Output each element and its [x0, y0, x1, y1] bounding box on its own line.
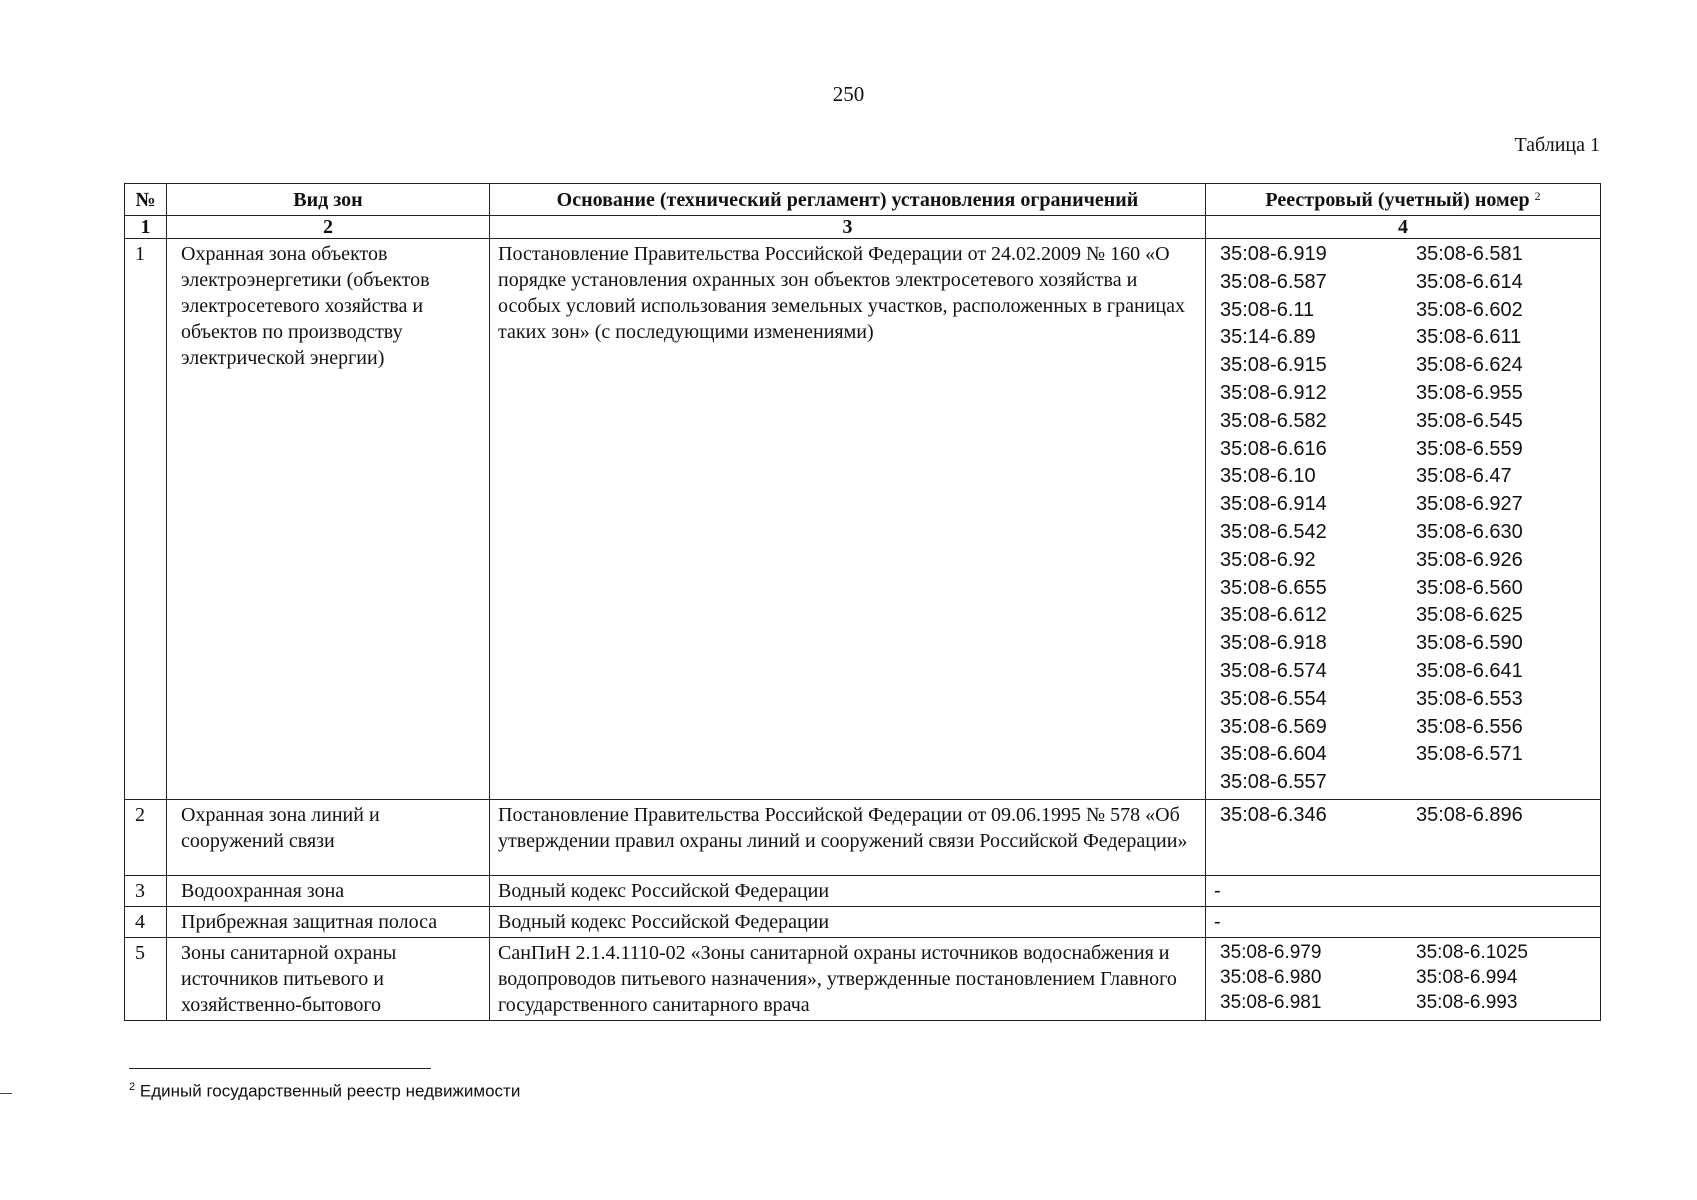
row-num: 3 — [125, 875, 167, 906]
registry-number-list — [1214, 241, 1592, 797]
row-zone-type: Охранная зона объектов электроэнергетики (объектов электросетевого хозяйства и объектов по производству электрической энергии) — [167, 239, 490, 800]
row-num: 1 — [125, 239, 167, 800]
registry-number: 35:08-6.581 — [1416, 243, 1523, 265]
row-registry — [1206, 239, 1601, 800]
row-basis: Постановление Правительства Российской Федерации от 24.02.2009 № 160 «О порядке установления охранных зон объектов электросетевого хозяйства и особых условий использования земельных участков, расположенных в границах таких зон» (с последующими изменениями) — [490, 239, 1206, 800]
row-basis: СанПиН 2.1.4.1110-02 «Зоны санитарной охраны источников водоснабжения и водопроводов питьевого назначения», утвержденные постановлением Главного государственного санитарного врача — [490, 937, 1206, 1020]
registry-number-list — [1214, 802, 1592, 830]
table-row — [125, 906, 1601, 937]
page-number: 250 — [832, 82, 865, 106]
header-registry — [1206, 184, 1601, 216]
registry-number: 35:08-6.614 — [1416, 270, 1523, 293]
table-row — [125, 937, 1601, 1020]
registry-number: 35:08-6.542 — [1220, 520, 1327, 543]
registry-number: 35:08-6.624 — [1416, 354, 1523, 377]
registry-number: 35:08-6.955 — [1416, 381, 1523, 404]
footnote-text: Единый государственный реестр недвижимости — [139, 1081, 521, 1101]
footnote-separator — [129, 1068, 431, 1069]
registry-number: 35:08-6.582 — [1220, 409, 1327, 432]
column-number: 1 — [125, 216, 167, 239]
registry-number: 35:08-6.993 — [1416, 991, 1518, 1013]
table-header-row — [125, 184, 1601, 216]
header-basis: Основание (технический регламент) установления ограничений — [490, 184, 1206, 216]
row-num: 5 — [125, 937, 167, 1020]
table-caption: Таблица 1 — [1514, 134, 1600, 156]
registry-number: 35:08-6.625 — [1416, 604, 1523, 627]
table-row — [125, 799, 1601, 875]
registry-number: 35:08-6.994 — [1416, 966, 1518, 988]
registry-number: 35:08-6.574 — [1220, 659, 1327, 682]
registry-number: 35:08-6.980 — [1220, 966, 1322, 988]
margin-mark — [0, 1093, 12, 1094]
registry-number: 35:08-6.560 — [1416, 576, 1523, 599]
row-registry — [1206, 937, 1601, 1020]
registry-number: 35:08-6.47 — [1416, 465, 1512, 488]
registry-number: 35:14-6.89 — [1220, 326, 1316, 349]
registry-number: 35:08-6.553 — [1416, 687, 1523, 710]
registry-number: 35:08-6.571 — [1416, 743, 1523, 766]
registry-number: 35:08-6.10 — [1220, 465, 1316, 488]
row-zone-type: Охранная зона линий и сооружений связи — [167, 799, 490, 875]
footnote — [129, 1081, 520, 1102]
registry-number: 35:08-6.11 — [1220, 298, 1315, 321]
registry-number: 35:08-6.655 — [1220, 576, 1327, 599]
footnote-marker: 2 — [129, 1081, 136, 1093]
row-basis: Водный кодекс Российской Федерации — [490, 875, 1206, 906]
registry-number-list — [1214, 940, 1592, 1015]
registry-number: 35:08-6.569 — [1220, 715, 1327, 738]
row-num: 2 — [125, 799, 167, 875]
row-zone-type: Зоны санитарной охраны источников питьевого и хозяйственно-бытового — [167, 937, 490, 1020]
header-num: № — [125, 184, 167, 216]
registry-number: 35:08-6.554 — [1220, 687, 1327, 710]
registry-number: 35:08-6.926 — [1416, 548, 1523, 571]
registry-number: 35:08-6.641 — [1416, 659, 1523, 682]
registry-number: 35:08-6.559 — [1416, 437, 1523, 460]
row-basis: Водный кодекс Российской Федерации — [490, 906, 1206, 937]
header-registry-label: Реестровый (учетный) номер — [1265, 189, 1530, 211]
registry-number: 35:08-6.346 — [1220, 803, 1327, 826]
registry-number: 35:08-6.927 — [1416, 493, 1523, 516]
registry-number: 35:08-6.914 — [1220, 493, 1327, 516]
footnote-ref: 2 — [1534, 189, 1541, 203]
registry-number: 35:08-6.915 — [1220, 354, 1327, 377]
row-registry: - — [1206, 906, 1601, 937]
registry-number: 35:08-6.611 — [1416, 326, 1522, 349]
registry-number: 35:08-6.602 — [1416, 298, 1523, 321]
registry-number: 35:08-6.616 — [1220, 437, 1327, 460]
restriction-zones-table — [124, 183, 1601, 1021]
registry-number: 35:08-6.1025 — [1416, 941, 1528, 963]
registry-number: 35:08-6.545 — [1416, 409, 1523, 432]
registry-number: 35:08-6.587 — [1220, 270, 1327, 293]
registry-number: 35:08-6.590 — [1416, 632, 1523, 655]
column-number: 3 — [490, 216, 1206, 239]
column-number: 4 — [1206, 216, 1601, 239]
registry-number: 35:08-6.604 — [1220, 743, 1327, 766]
column-number-row — [125, 216, 1601, 239]
registry-number: 35:08-6.912 — [1220, 381, 1327, 404]
row-registry — [1206, 799, 1601, 875]
registry-number: 35:08-6.630 — [1416, 520, 1523, 543]
row-basis: Постановление Правительства Российской Федерации от 09.06.1995 № 578 «Об утверждении правил охраны линий и сооружений связи Российской Федерации» — [490, 799, 1206, 875]
registry-number: 35:08-6.918 — [1220, 632, 1327, 655]
registry-number: 35:08-6.919 — [1220, 243, 1327, 265]
row-registry: - — [1206, 875, 1601, 906]
registry-number: 35:08-6.92 — [1220, 548, 1316, 571]
registry-number: 35:08-6.981 — [1220, 991, 1322, 1013]
table-row — [125, 875, 1601, 906]
row-zone-type: Прибрежная защитная полоса — [167, 906, 490, 937]
registry-number: 35:08-6.556 — [1416, 715, 1523, 738]
column-number: 2 — [167, 216, 490, 239]
row-num: 4 — [125, 906, 167, 937]
table-row — [125, 239, 1601, 800]
row-zone-type: Водоохранная зона — [167, 875, 490, 906]
registry-number: 35:08-6.979 — [1220, 941, 1322, 963]
registry-number: 35:08-6.896 — [1416, 803, 1523, 826]
registry-number: 35:08-6.612 — [1220, 604, 1327, 627]
header-zone-type: Вид зон — [167, 184, 490, 216]
registry-number: 35:08-6.557 — [1220, 771, 1327, 794]
